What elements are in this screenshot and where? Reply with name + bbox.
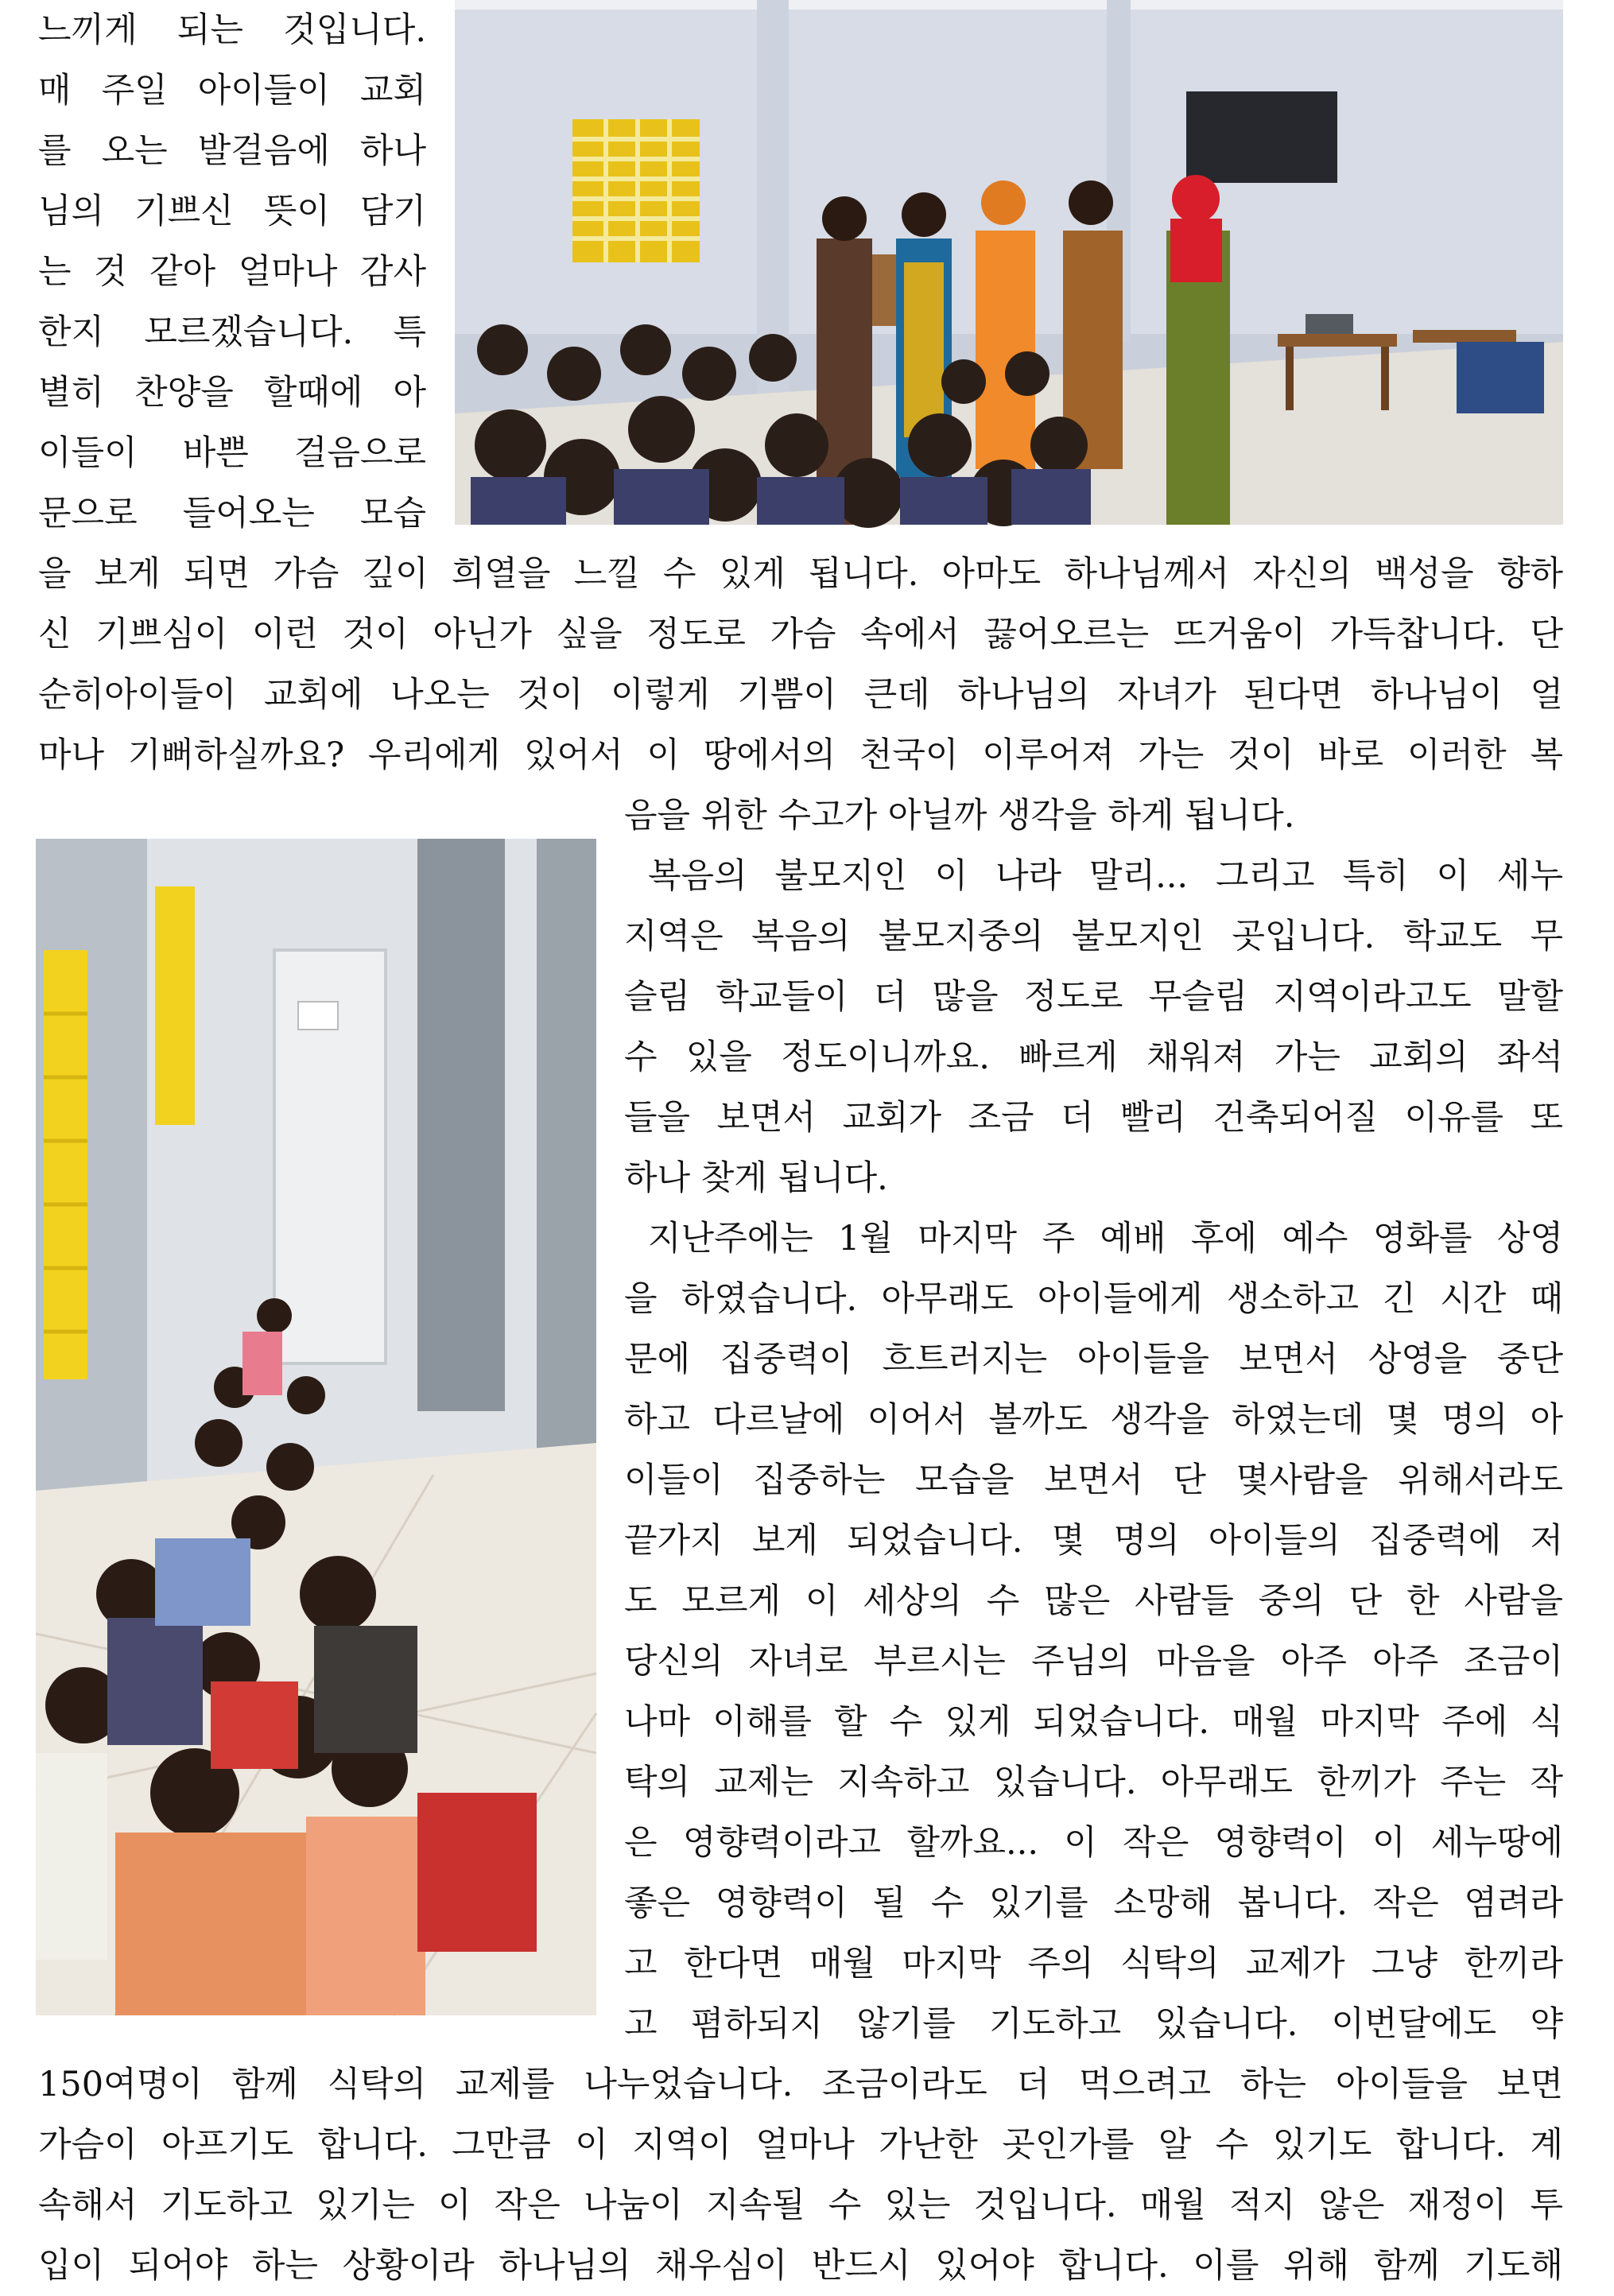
worship-service-photo [455, 0, 1563, 525]
text-line-content: 지난주에는 1월 마지막 주 예배 후에 예수 영화를 상영 [648, 1219, 1563, 1259]
text-line [624, 846, 1563, 906]
text-line: 고 한다면 매월 마지막 주의 식탁의 교제가 그냥 한끼라 [624, 1944, 1563, 1984]
text-line-content: 복음의 불모지인 이 나라 말리... 그리고 특히 이 세누 [648, 856, 1563, 896]
text-line: 마나 기뻐하실까요? 우리에게 있어서 이 땅에서의 천국이 이루어져 가는 것이 바로 이러한 복 [38, 735, 1563, 775]
text-line: 끝가지 보게 되었습니다. 몇 명의 아이들의 집중력에 저 [624, 1521, 1563, 1561]
text-line: 문으로 들어오는 모습 [38, 494, 426, 533]
text-line: 입이 되어야 하는 상황이라 하나님의 채우심이 반드시 있어야 합니다. 이를 위해 함께 기도해 [38, 2246, 1563, 2286]
text-line: 는 것 같아 얼마나 감사 [38, 252, 426, 292]
text-line [624, 1208, 1563, 1269]
text-line: 신 기쁘심이 이런 것이 아닌가 싶을 정도로 가슴 속에서 끓어오르는 뜨거움이 가득찹니다. 단 [38, 615, 1563, 654]
text-line: 별히 찬양을 할때에 아 [38, 373, 426, 413]
text-line: 매 주일 아이들이 교회 [38, 71, 426, 111]
text-line: 속해서 기도하고 있기는 이 작은 나눔이 지속될 수 있는 것입니다. 매월 적지 않은 재정이 투 [38, 2185, 1563, 2225]
children-corridor-photo [36, 839, 596, 2015]
text-line: 이들이 바쁜 걸음으로 [38, 433, 426, 473]
text-line: 한지 모르겠습니다. 특 [38, 312, 426, 352]
text-line: 문에 집중력이 흐트러지는 아이들을 보면서 상영을 중단 [624, 1340, 1563, 1379]
text-line: 탁의 교제는 지속하고 있습니다. 아무래도 한끼가 주는 작 [624, 1763, 1563, 1802]
text-line: 도 모르게 이 세상의 수 많은 사람들 중의 단 한 사람을 [624, 1581, 1563, 1621]
text-line: 좋은 영향력이 될 수 있기를 소망해 봅니다. 작은 염려라 [624, 1883, 1563, 1923]
text-line: 을 보게 되면 가슴 깊이 희열을 느낄 수 있게 됩니다. 아마도 하나님께서 자신의 백성을 향하 [38, 554, 1563, 594]
text-line: 지역은 복음의 불모지중의 불모지인 곳입니다. 학교도 무 [624, 917, 1563, 956]
text-line: 나마 이해를 할 수 있게 되었습니다. 매월 마지막 주에 식 [624, 1702, 1563, 1742]
text-line: 하고 다르날에 이어서 볼까도 생각을 하였는데 몇 명의 아 [624, 1400, 1563, 1440]
text-line: 은 영향력이라고 할까요... 이 작은 영향력이 이 세누땅에 [624, 1823, 1563, 1863]
text-line: 들을 보면서 교회가 조금 더 빨리 건축되어질 이유를 또 [624, 1098, 1563, 1138]
text-line: 를 오는 발걸음에 하나 [38, 131, 426, 171]
text-line: 님의 기쁘신 뜻이 담기 [38, 192, 426, 231]
text-line: 수 있을 정도이니까요. 빠르게 채워져 가는 교회의 좌석 [624, 1037, 1563, 1077]
text-line: 이들이 집중하는 모습을 보면서 단 몇사람을 위해서라도 [624, 1460, 1563, 1500]
text-line: 슬림 학교들이 더 많을 정도로 무슬림 지역이라고도 말할 [624, 977, 1563, 1017]
text-line: 을 하였습니다. 아무래도 아이들에게 생소하고 긴 시간 때 [624, 1279, 1563, 1319]
text-line: 가슴이 아프기도 합니다. 그만큼 이 지역이 얼마나 가난한 곳인가를 알 수 있기도 합니다. 계 [38, 2125, 1563, 2165]
text-line: 당신의 자녀로 부르시는 주님의 마음을 아주 아주 조금이 [624, 1642, 1563, 1681]
text-line: 150여명이 함께 식탁의 교제를 나누었습니다. 조금이라도 더 먹으려고 하는 아이들을 보면 [38, 2065, 1563, 2104]
text-line: 하나 찾게 됩니다. [624, 1158, 888, 1198]
text-line: 고 폄하되지 않기를 기도하고 있습니다. 이번달에도 약 [624, 2004, 1563, 2044]
text-line: 느끼게 되는 것입니다. [38, 10, 426, 50]
text-line: 순히아이들이 교회에 나오는 것이 이렇게 기쁨이 큰데 하나님의 자녀가 된다면 하나님이 얼 [38, 675, 1563, 715]
text-line: 음을 위한 수고가 아닐까 생각을 하게 됩니다. [624, 796, 1295, 836]
